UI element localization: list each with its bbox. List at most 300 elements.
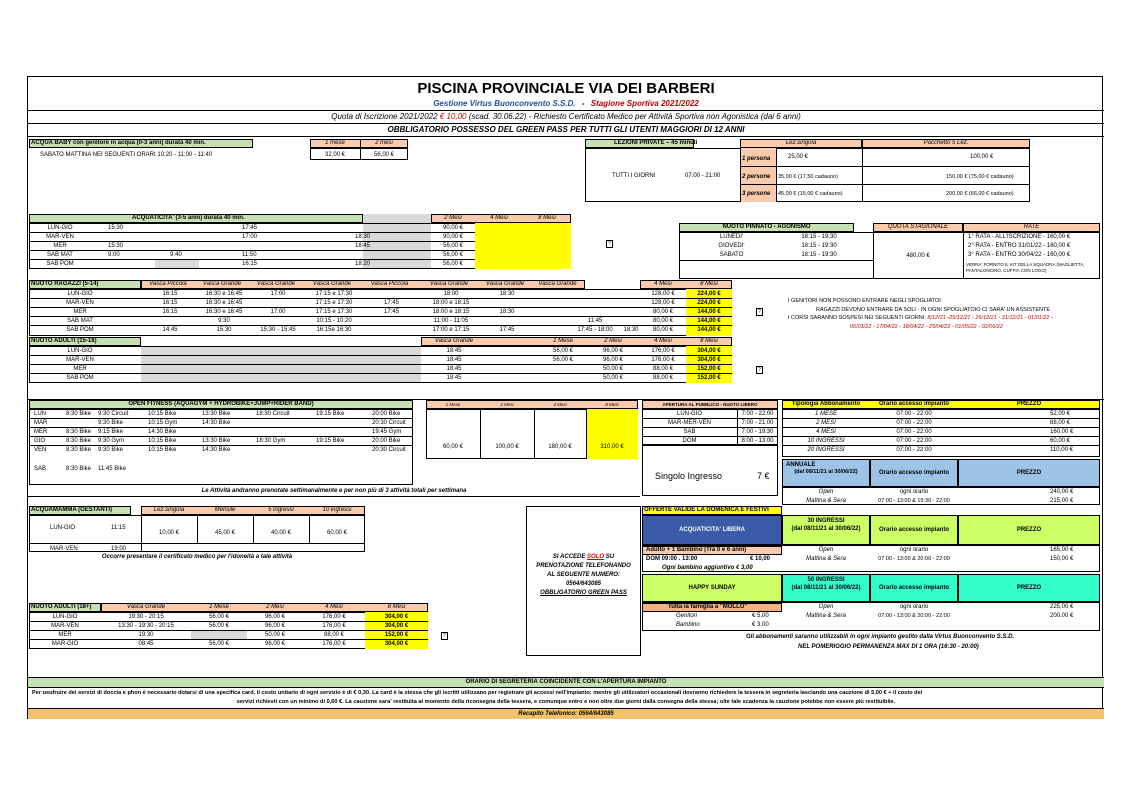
abb-h-tipo: Tipologia Abbonamento xyxy=(791,401,861,407)
private-hours: 07:00 - 21:00 xyxy=(685,173,721,179)
rag-time: 10:15 - 10:20 xyxy=(316,318,352,324)
ad18-price: 56,00 € xyxy=(208,623,230,629)
pinnato-d1: LUNEDI' xyxy=(719,234,744,240)
ad18-price: 176,00 € xyxy=(322,614,346,620)
info-icon: ? xyxy=(756,308,763,316)
fit-p1: 60,00 € xyxy=(442,444,464,450)
abb-type: 10 INGRESSI xyxy=(807,438,845,444)
rag-header: Vasca Piccola xyxy=(149,281,187,287)
pinnato-h3: 18:15 - 19:30 xyxy=(801,252,837,258)
genitori-l4: 06/01/22 - 17/04/22 - 18/04/22 - 25/04/22 - 01/05/22 - 02/06/22 xyxy=(850,324,1003,330)
acq-day: LUN-GIO xyxy=(47,225,73,231)
baby-p2: 56,00 € xyxy=(373,152,395,158)
fit-slot: 18:30 Gym xyxy=(256,438,286,444)
ad15-time: 18:45 xyxy=(446,348,462,354)
rag-header: Vasca Grande xyxy=(538,281,577,287)
fit-day: MER xyxy=(34,429,48,435)
rag-header: Vasca Piccola xyxy=(370,281,409,287)
genitori-l2: RAGAZZI DEVONO ENTRARE DA SOLI - IN OGNI SPOGLIATOIO CI SARA' UN ASSISTENTE xyxy=(816,307,1051,313)
fit-slot: 19:15 Bike xyxy=(316,438,345,444)
private-r1: 1 persona xyxy=(742,156,771,162)
private-r3: 3 persone xyxy=(742,191,771,197)
rag-time: 15:30 xyxy=(216,327,232,333)
prenot-l1a: SI ACCEDE xyxy=(552,554,586,560)
acq-h3: 8 Mesi xyxy=(538,215,556,221)
private-r1b: 100,00 € xyxy=(970,154,994,160)
ad15-price: 304,00 € xyxy=(697,348,721,354)
fit-slot: 14:30 Bike xyxy=(148,429,177,435)
acq-day: SAB MAT xyxy=(47,252,73,258)
row-divider xyxy=(29,316,732,317)
fit-slot: 9:30 Bike xyxy=(98,447,124,453)
mamma-p4: 60,00 € xyxy=(326,530,348,536)
offerte-famiglia: Tutta la famiglia a "MOLLO" xyxy=(668,604,748,610)
fit-slot: 9:30 Gym xyxy=(98,438,125,444)
private-r3b: 200,00 € (66,00 € cadauno) xyxy=(946,191,1014,197)
offerte-bambino: Bambino xyxy=(676,622,700,628)
private-r2: 2 persone xyxy=(742,174,771,180)
fitness-title: OPEN FITNESS (AQUAGYM + HYDROBIKE+JUMP+RIDER BAND) xyxy=(128,401,314,407)
fit-slot: 20:30 Circuit xyxy=(372,447,406,453)
acq-h2: 4 Mesi xyxy=(490,215,508,221)
ad18-price: 88,00 € xyxy=(323,632,345,638)
annuale-prezzo: PREZZO xyxy=(1016,470,1042,476)
fit-slot: 11:45 Bike xyxy=(98,466,126,472)
ad15-price: 96,00 € xyxy=(602,348,624,354)
pinnato-h-quota: QUOTA STAGIONALE xyxy=(887,224,949,230)
rag-time: 16:15 xyxy=(162,309,178,315)
rag-time: 15:30 - 15:45 xyxy=(260,327,296,333)
ad15-price: 304,00 € xyxy=(697,357,721,363)
fit-p4: 310,00 € xyxy=(600,444,624,450)
fit-slot: 8:30 Bike xyxy=(66,447,92,453)
rag-time: 11:45 xyxy=(587,318,603,324)
off-ms2: Mattina & Sera xyxy=(806,613,846,619)
private-r2a: 35,00 € (17,50 cadauno) xyxy=(778,174,838,180)
ann-ms-p: 215,00 € xyxy=(1050,498,1074,504)
offerte-gen-p: € 5,00 xyxy=(752,613,769,619)
abb-price: 88,00 € xyxy=(1050,420,1071,426)
rag-time: 16:15 xyxy=(162,300,178,306)
ad18-price: 96,00 € xyxy=(264,623,286,629)
pub-hours: 7:00 - 22:00 xyxy=(741,411,774,417)
fit-slot: 8:30 Bike xyxy=(66,429,92,435)
rag-time: 9:30 xyxy=(218,318,230,324)
ad15-price: 152,00 € xyxy=(697,366,721,372)
rag-price: 80,00 € xyxy=(652,318,674,324)
pinnato-title: NUOTO PINNATO - AGONISMO xyxy=(722,224,811,230)
prenot-l3: AL SEGUENTE NUMERO: xyxy=(547,572,620,578)
offerte-prezzo2: PREZZO xyxy=(1016,585,1042,591)
mamma-h4: 10 ingressi xyxy=(322,507,352,513)
footer-l2: servizi richiesti con un minimo di 0,60 €. La cauzione sara' restituita al momento della riconsegna della tessera, e comunque entro e non oltre due giorni dalla consegna della stessa; olte tale scadenza la cauzione potebbe non essere più restituibile. xyxy=(236,699,896,705)
fit-p2: 100,00 € xyxy=(495,444,519,450)
adulti1518-title: NUOTO ADULTI (15-18) xyxy=(31,338,97,344)
annuale-note: (dal 08/11/21 al 30/06/22) xyxy=(794,469,858,475)
acq-title: ACQUATICITA' (3-5 anni) durata 40 min. xyxy=(132,215,245,221)
rag-time: 18:00 e 18:15 xyxy=(432,300,470,306)
off-ms-p: 150,00 € xyxy=(1050,556,1074,562)
footer-l1: Per usufruire dei servizi di doccia e phon è necessario dotarsi di una specifica card, il costo unitario di ogni servizio è di € 0,30. La card è la stessa che gli iscritti utilizzano per registrare gli accessi nell'impianto; mentre gli utilizzatori occasionali dovranno richiedere la tessera in segreteria lasciando una cauzione di 5,00 € + il costo dei xyxy=(32,690,923,696)
mamma-p3: 40,00 € xyxy=(270,530,292,536)
ad15-hv: Vasca Grande xyxy=(434,338,474,344)
genitori-l3r: 8/12/21 -25/12/21 - 26/12/21 - 31/12/21 - 01/01/22 - xyxy=(927,315,1053,321)
mamma-p2: 45,00 € xyxy=(214,530,236,536)
fit-slot: 18:30 Circuit xyxy=(256,411,290,417)
abb-h-prezzo: PREZZO xyxy=(1016,401,1042,407)
off-open: Open xyxy=(818,547,834,553)
rag-time: 17:15 e 17:30 xyxy=(315,291,353,297)
rag-time: 18:30 xyxy=(499,291,515,297)
pubblico-title: APERTURA AL PUBBLICO - NUOTO LIBERO xyxy=(662,402,758,407)
offerte-note1: Gli abbonamenti saranno utilizzabili in ogni impianto gestito dalla Virtus Buonconvento S.S.D. xyxy=(746,634,1015,640)
offerte-i30: 30 INGRESSI xyxy=(807,518,845,524)
acq-price: 56,00 € xyxy=(442,252,464,258)
pinnato-rate1: 1° RATA - ALL'ISCRIZIONE - 160,00 € xyxy=(968,234,1071,240)
ad18-h4: 4 Mesi xyxy=(325,604,343,610)
fit-slot: 20:30 Circuit xyxy=(372,420,406,426)
rag-time: 16:30 e 16:45 xyxy=(205,291,243,297)
ann-open: Open xyxy=(818,489,834,495)
mamma-r1: LUN-GIO xyxy=(50,525,76,531)
rag-time: 18:30 xyxy=(499,309,515,315)
mamma-title: ACQUAMAMMA (GESTANTI) xyxy=(31,507,112,513)
offerte-note2: NEL POMERIGGIO PERMANENZA MAX DI 1 ORA (16:30 - 20:00) xyxy=(798,644,979,650)
ad18-hv: Vasca Grande xyxy=(126,604,166,610)
ad18-day: LUN-GIO xyxy=(52,614,78,620)
ad15-day: LUN-GIO xyxy=(67,348,93,354)
pub-hours: 8:00 - 13:00 xyxy=(741,438,774,444)
ad18-price: 304,00 € xyxy=(384,641,409,647)
ad18-price: 176,00 € xyxy=(322,641,346,647)
fit-slot: 9:30 Circuit xyxy=(98,411,129,417)
fit-h4: 8 Mesi xyxy=(605,402,619,407)
pub-day: MAR-MER-VEN xyxy=(668,420,711,426)
rag-time: 17:15 e 17:30 xyxy=(315,300,353,306)
offerte-orario: Orario accesso impianto xyxy=(878,527,950,533)
ad18-day: MAR-GIO xyxy=(51,641,79,647)
acq-price: 56,00 € xyxy=(442,261,464,267)
acq-time: 9:00 xyxy=(108,252,120,258)
acq-time: 17:45 xyxy=(242,225,258,231)
quota-price: € 10,00 xyxy=(439,112,467,121)
fit-slot: 20:00 Bike xyxy=(372,411,401,417)
ad18-price: 56,00 € xyxy=(208,614,230,620)
offerte-dom: DOM 09:00 . 13:00 xyxy=(646,556,698,562)
annuale-orario: Orario accesso impianto xyxy=(878,470,950,476)
acq-day: MAR-VEN xyxy=(46,234,74,240)
mamma-p1: 10,00 € xyxy=(158,530,180,536)
offerte-title: OFFERTE VALIDE LA DOMENICA E FESTIVI xyxy=(644,507,769,513)
fit-slot: 14:30 Bike xyxy=(202,447,231,453)
offerte-happy: HAPPY SUNDAY xyxy=(688,585,736,591)
green-pass-notice: OBBLIGATORIO POSSESSO DEL GREEN PASS PER TUTTI GLI UTENTI MAGGIORI DI 12 ANNI xyxy=(387,125,745,134)
ann-ms-o: 07:00 - 13:00 & 19:30 - 22:00 xyxy=(878,498,950,504)
rag-price: 144,00 € xyxy=(697,318,721,324)
pinnato-h1: 18:15 - 19:30 xyxy=(801,234,837,240)
rag-day: SAB MAT xyxy=(67,318,93,324)
offerte-adulto: Adulto + 1 Bambino (Tra 0 e 6 anni) xyxy=(646,547,747,553)
ad18-price: 176,00 € xyxy=(322,623,346,629)
rag-time: 11:00 - 11:05 xyxy=(433,318,469,324)
off-ms2-o: 07:00 - 13:00 & 20:00 - 22:00 xyxy=(878,613,950,619)
info-icon: ? xyxy=(756,366,763,374)
offerte-libera: ACQUATICITA' LIBERA xyxy=(679,527,745,533)
ann-open-p: 240,00 € xyxy=(1050,489,1074,495)
quota-line xyxy=(28,112,1104,122)
rag-time: 17:00 e 17:15 xyxy=(432,327,470,333)
off-ms: Mattina & Sera xyxy=(806,556,846,562)
ad15-time: 18:45 xyxy=(446,375,462,381)
fit-slot: 8:30 Bike xyxy=(66,466,92,472)
ad18-price: 152,00 € xyxy=(384,632,409,638)
pub-hours: 7:00 - 19:30 xyxy=(741,429,774,435)
ad18-price: 304,00 € xyxy=(384,614,409,620)
ad15-price: 56,00 € xyxy=(552,357,574,363)
mamma-r1t: 11:15 xyxy=(111,525,126,531)
ad15-time: 18:45 xyxy=(446,366,462,372)
rag-time: 17:45 xyxy=(383,309,399,315)
ad18-h1: 1 Mese xyxy=(209,604,229,610)
mamma-h3: 5 ingressi xyxy=(268,507,294,513)
ad18-price: 304,00 € xyxy=(384,623,409,629)
fit-h2: 2 Mesi xyxy=(500,402,514,407)
fit-h1: 1 Mese xyxy=(445,402,461,407)
baby-title: ACQUA BABY con genitore in acqua (0-3 anni) durata 40 min. xyxy=(31,140,206,146)
ad18-h2: 2 Mesi xyxy=(266,604,284,610)
footer-orario: ORARIO DI SEGRETERIA COINCIDENTE CON L'APERTURA IMPIANTO xyxy=(465,679,667,685)
fit-slot: 9:30 Bike xyxy=(98,420,124,426)
ad18-time: 08:45 xyxy=(138,641,154,647)
abb-type: 20 INGRESSI xyxy=(807,447,845,453)
subtitle-left: Gestione Virtus Buonconvento S.S.D. xyxy=(433,99,576,108)
fit-slot: 10:15 Bike xyxy=(148,411,177,417)
fit-slot: 10:15 Gym xyxy=(148,420,178,426)
fit-day: GIO xyxy=(34,438,46,444)
rag-time: 17:45 xyxy=(499,327,515,333)
acq-time: 18:30 xyxy=(355,234,371,240)
acq-price: 90,00 € xyxy=(442,225,464,231)
ad15-price: 152,00 € xyxy=(697,375,721,381)
info-icon: ? xyxy=(441,632,448,640)
fit-slot: 13:30 Bike xyxy=(202,438,231,444)
rag-time: 18:00 e 18:15 xyxy=(432,309,470,315)
fit-h3: 4 Mesi xyxy=(553,402,567,407)
rag-header: Vasca Grande xyxy=(485,281,525,287)
acq-day: MER xyxy=(53,243,67,249)
ad15-price: 56,00 € xyxy=(552,348,574,354)
rag-header: Vasca Grande xyxy=(312,281,352,287)
fit-slot: 8:30 Bike xyxy=(66,411,92,417)
rag-time: 17:45 - 18:00 xyxy=(577,327,613,333)
mamma-h1: Lez.singola xyxy=(153,507,185,513)
rag-time: 16:15e 16:30 xyxy=(316,327,352,333)
subtitle-right: Stagione Sportiva 2021/2022 xyxy=(590,99,699,108)
private-title: LEZIONI PRIVATE – 45 minuti xyxy=(614,140,698,146)
fit-day: LUN xyxy=(34,411,47,417)
singolo-price: 7 € xyxy=(757,471,770,481)
ad15-price: 50,00 € xyxy=(602,375,624,381)
acq-day: SAB POM xyxy=(46,261,74,267)
fit-day: MAR xyxy=(34,420,48,426)
baby-h2: 2 mesi xyxy=(375,140,393,146)
fit-slot: 14:30 Bike xyxy=(202,420,231,426)
fit-slot: 8:30 Bike xyxy=(66,438,92,444)
rag-price: 128,00 € xyxy=(651,300,675,306)
ad15-price: 96,00 € xyxy=(602,357,624,363)
price-sheet xyxy=(27,76,1103,719)
fit-slot: 20:00 Bike xyxy=(372,438,401,444)
singolo-label: Singolo Ingresso xyxy=(655,471,723,481)
ad15-price: 176,00 € xyxy=(651,348,675,354)
ann-open-o: ogni orario xyxy=(899,489,929,495)
info-icon: ? xyxy=(606,240,613,248)
acq-time: 16:15 xyxy=(242,261,258,267)
ad18-price: 96,00 € xyxy=(264,614,286,620)
rag-h8: 8 Mesi xyxy=(700,281,718,287)
ann-ms: Mattina & Sera xyxy=(806,498,846,504)
ad18-day: MAR-VEN xyxy=(51,623,79,629)
fit-slot: 19:15 Bike xyxy=(316,411,345,417)
abb-hours: 07:00 - 22:00 xyxy=(896,447,932,453)
rag-h4: 4 Mesi xyxy=(654,281,672,287)
private-days: TUTTI I GIORNI xyxy=(612,173,656,179)
baby-h1: 1 mese xyxy=(325,140,345,146)
rag-time: 16:30 e 16:45 xyxy=(205,300,243,306)
fit-slot: 13:30 Bike xyxy=(202,411,231,417)
prenot-l1 xyxy=(526,553,641,561)
ad15-price: 88,00 € xyxy=(652,375,674,381)
ad15-price: 176,00 € xyxy=(651,357,675,363)
rag-day: MAR-VEN xyxy=(66,300,94,306)
abb-hours: 07:00 - 22:00 xyxy=(896,411,932,417)
ad15-h2: 2 Mesi xyxy=(604,338,622,344)
abb-h-orario: Orario accesso impianto xyxy=(878,401,950,407)
prenot-l1b: SOLO xyxy=(587,554,605,560)
private-r3a: 45,00 € (15,00 € cadauno) xyxy=(778,191,843,197)
pub-day: SAB xyxy=(683,429,696,435)
subtitle-sep: - xyxy=(581,99,585,108)
abb-hours: 07:00 - 22:00 xyxy=(896,420,932,426)
off-open2: Open xyxy=(818,604,834,610)
abb-price: 52,00 € xyxy=(1050,411,1071,417)
rag-price: 80,00 € xyxy=(652,309,674,315)
mamma-h2: Mensile xyxy=(214,507,236,513)
prenot-l4: 0564/643085 xyxy=(565,581,602,587)
rag-time: 18:00 xyxy=(443,291,459,297)
fit-slot: 10:15 Bike xyxy=(148,438,177,444)
off-ms-o: 07:00 - 13:00 & 20:00 - 22:00 xyxy=(878,556,950,562)
private-r2b: 150,00 € (75,00 € cadauno) xyxy=(946,174,1014,180)
pinnato-rate3: 3° RATA - ENTRO 30/04/22 - 160,00 € xyxy=(968,252,1071,258)
ad18-time: 13:30 - 19:30 - 20:15 xyxy=(118,623,174,629)
genitori-l3 xyxy=(788,314,1053,322)
acq-time: 18:45 xyxy=(355,243,371,249)
rag-time: 16:15 xyxy=(162,291,178,297)
baby-row: SABATO MATTINA NEI SEGUENTI ORARI 10:20 - 11:00 - 11:40 xyxy=(40,152,213,158)
rag-time: 18:30 xyxy=(623,327,639,333)
off-open2-o: ogni orario xyxy=(899,604,929,610)
rag-day: LUN-GIO xyxy=(67,291,93,297)
baby-p1: 32,00 € xyxy=(324,152,346,158)
ad18-h8: 8 Mesi xyxy=(387,604,406,610)
abb-type: 1 MESE xyxy=(814,411,837,417)
rag-price: 144,00 € xyxy=(697,309,721,315)
pinnato-d2: GIOVEDI' xyxy=(718,243,745,249)
rag-time: 14:45 xyxy=(162,327,178,333)
off-open-o: ogni orario xyxy=(899,547,929,553)
offerte-i30n: (dal 08/11/21 al 30/06/22) xyxy=(791,526,861,532)
pub-hours: 7:00 - 21:00 xyxy=(741,420,774,426)
acq-price: 56,00 € xyxy=(442,243,464,249)
rag-time: 17:15 e 17:30 xyxy=(315,309,353,315)
off-open2-p: 225,00 € xyxy=(1050,604,1074,610)
rag-price: 224,00 € xyxy=(697,291,721,297)
acq-price: 90,00 € xyxy=(442,234,464,240)
fit-slot: 19:45 Gym xyxy=(372,429,402,435)
pub-day: LUN-GIO xyxy=(676,411,702,417)
offerte-genitori: Genitori xyxy=(676,613,698,619)
rag-day: MER xyxy=(73,309,87,315)
ad15-price: 50,00 € xyxy=(602,366,624,372)
private-h-single: Lez.singola xyxy=(785,140,817,146)
ad15-time: 18:45 xyxy=(446,357,462,363)
pub-day: DOM xyxy=(682,438,697,444)
ad18-time: 19:30 xyxy=(138,632,154,638)
prenot-l2: PRENOTAZIONE TELEFONANDO xyxy=(536,563,631,569)
annuale-label: ANNUALE xyxy=(786,462,816,468)
offerte-agg: Ogni bambino aggiuntivo € 3,00 xyxy=(662,565,753,571)
ad18-price: 96,00 € xyxy=(264,641,286,647)
adulti18-title: NUOTO ADULTI (18+) xyxy=(31,604,92,610)
mamma-r2t: 19:00 xyxy=(111,546,127,552)
footer-recapito: Recapito Telefonico: 0564/643085 xyxy=(518,711,614,717)
pinnato-price: 480,00 € xyxy=(906,253,930,259)
abb-price: 110,00 € xyxy=(1050,447,1073,453)
offerte-i50: 50 INGRESSI xyxy=(807,577,845,583)
page-title: PISCINA PROVINCIALE VIA DEI BARBERI xyxy=(417,80,715,97)
acq-time: 15:30 xyxy=(108,225,124,231)
rag-time: 17:00 xyxy=(270,309,286,315)
ad15-day: SAB POM xyxy=(66,375,94,381)
fit-day: SAB xyxy=(34,466,47,472)
prenot-l5: OBBLIGATORIO GREEN PASS xyxy=(540,590,627,596)
pinnato-h-rate: RATE xyxy=(1023,224,1040,230)
rag-header: Vasca Grande xyxy=(256,281,296,287)
prenot-l1c: SU xyxy=(605,554,615,560)
offerte-bam-p: € 3,00 xyxy=(752,622,769,628)
rag-time: 17:45 xyxy=(383,300,399,306)
acq-time: 9:40 xyxy=(170,252,182,258)
private-r1a: 25,00 € xyxy=(788,154,809,160)
pinnato-d3: SABATO xyxy=(719,252,744,258)
acq-time: 18:20 xyxy=(355,261,371,267)
rag-price: 144,00 € xyxy=(697,327,721,333)
ad15-day: MAR-VEN xyxy=(66,357,94,363)
fitness-note: Le Attività andranno prenotate settimanalmente e per non più di 3 attività totali per settimana xyxy=(201,488,467,494)
fit-slot: 10:15 Bike xyxy=(148,447,177,453)
acq-h1: 2 Mesi xyxy=(444,215,462,221)
abb-type: 4 MESI xyxy=(816,429,836,435)
off-ms2-p: 200,00 € xyxy=(1050,613,1074,619)
ad18-price: 56,00 € xyxy=(208,641,230,647)
ad15-day: MER xyxy=(73,366,87,372)
rag-time: 16:30 e 16:45 xyxy=(205,309,243,315)
subtitle xyxy=(28,99,1104,109)
fit-slot: 9:15 Bike xyxy=(98,429,124,435)
offerte-dom-p: € 10,00 xyxy=(750,556,771,562)
off-open-p: 165,00 € xyxy=(1050,547,1074,553)
